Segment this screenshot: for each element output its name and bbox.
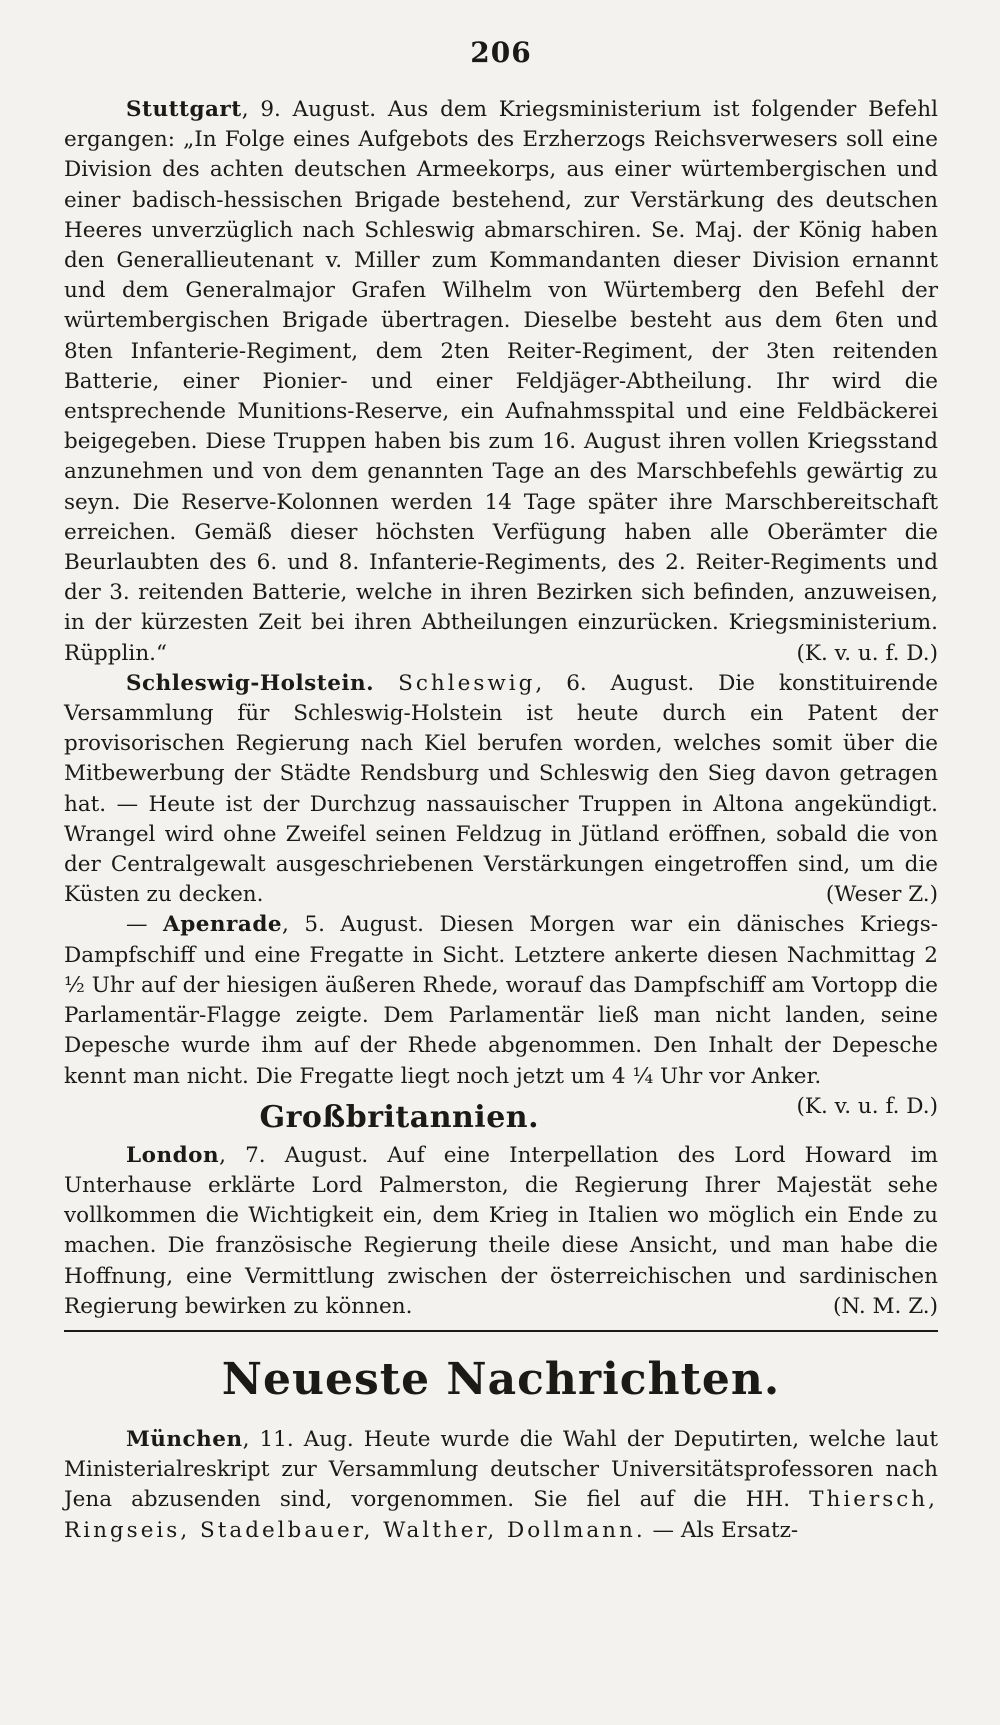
source-stuttgart: (K. v. u. f. D.) xyxy=(796,640,938,666)
article-london xyxy=(64,1141,938,1322)
place-london: London xyxy=(126,1142,220,1168)
names-muenchen: Thiersch, Ringseis, Stadelbauer, Walther, Dollmann. xyxy=(64,1487,938,1543)
place-apenrade: Apenrade xyxy=(163,912,283,938)
place-muenchen: München xyxy=(126,1426,243,1452)
place-stuttgart: Stuttgart xyxy=(126,97,242,122)
text-apenrade: , 5. August. Diesen Morgen war ein dänisches Kriegs-Dampfschiff und eine Fregatte in Sicht. Letztere ankerte diesen Nachmittag 2 ½ Uhr auf der hiesigen äußeren Rhede, worauf das Dampfschiff am Vortopp die Parlamentär-Flagge zeigte. Dem Parlamentär ließ man nicht landen, seine Depesche wurde ihm auf der Rhede abgenommen. Den Inhalt der Depesche kennt man nicht. Die Fregatte liegt noch jetzt um 4 ¼ Uhr vor Anker. xyxy=(64,912,938,1089)
dash-apenrade: — xyxy=(126,912,164,938)
source-apenrade: (K. v. u. f. D.) xyxy=(796,1093,938,1119)
paragraph-muenchen xyxy=(64,1425,938,1546)
text-schleswig: , 6. August. Die konstituirende Versammlung für Schleswig-Holstein ist heute durch ein Patent der provisorischen Regierung nach Kiel berufen worden, welches somit über die Mitbewerbung der Städte Rendsburg und Schleswig den Sieg davon getragen hat. — Heute ist der Durchzug nassauischer Truppen in Altona angekündigt. Wrangel wird ohne Zweifel seinen Feldzug in Jütland eröffnen, sobald die von der Centralgewalt ausgeschriebenen Verstärkungen eingetroffen sind, um die Küsten zu decken. xyxy=(64,670,938,908)
tail-muenchen: — Als Ersatz- xyxy=(645,1517,799,1543)
city-schleswig: Schleswig xyxy=(398,670,536,696)
section-divider xyxy=(64,1330,938,1332)
place-schleswig-holstein: Schleswig-Holstein. xyxy=(126,670,375,696)
text-stuttgart: , 9. August. Aus dem Kriegsministerium ist folgender Befehl ergangen: „In Folge eines Aufgebots des Erzherzogs Reichsverwesers soll eine Division des achten deutschen Armeekorps, aus einer würtembergischen und einer badisch-hessischen Brigade bestehend, zur Verstärkung des deutschen Heeres unverzüglich nach Schleswig abmarschiren. Se. Maj. der König haben den Generallieutenant v. Miller zum Kommandanten dieser Division ernannt und dem Generalmajor Grafen Wilhelm von Würtemberg den Befehl der würtembergischen Brigade übertragen. Dieselbe besteht aus dem 6ten und 8ten Infanterie-Regiment, dem 2ten Reiter-Regiment, der 3ten reitenden Batterie, einer Pionier- und einer Feldjäger-Abtheilung. Ihr wird die entsprechende Munitions-Reserve, ein Aufnahmsspital und eine Feldbäckerei beigegeben. Diese Truppen haben bis zum 16. August ihren vollen Kriegsstand anzunehmen und von dem genannten Tage an des Marschbefehls gewärtig zu seyn. Die Reserve-Kolonnen werden 14 Tage später ihre Marschbereitschaft erreichen. Gemäß dieser höchsten Verfügung haben alle Oberämter die Beurlaubten des 6. und 8. Infanterie-Regiments, des 2. Reiter-Regiments und der 3. reitenden Batterie, welche in ihren Bezirken sich befinden, anzuweisen, in der kürzesten Zeit bei ihren Abtheilungen einzurücken. Kriegsministerium. Rüpplin.“ xyxy=(64,97,938,666)
source-schleswig: (Weser Z.) xyxy=(825,882,938,908)
text-london: , 7. August. Auf eine Interpellation des Lord Howard im Unterhause erklärte Lord Palmerston, die Regierung Ihrer Majestät sehe vollkommen die Wichtigkeit ein, dem Krieg in Italien wo möglich ein Ende zu machen. Die französische Regierung theile diese Ansicht, und man habe die Hoffnung, eine Vermittlung zwischen der österreichischen und sardinischen Regierung bewirken zu können. xyxy=(64,1142,938,1319)
paragraph-schleswig xyxy=(64,669,938,911)
section-heading-grossbritannien: Großbritannien. xyxy=(259,1099,540,1135)
paragraph-stuttgart xyxy=(64,95,938,669)
article-schleswig xyxy=(64,669,938,911)
paragraph-london xyxy=(64,1141,938,1322)
text-muenchen: , 11. Aug. Heute wurde die Wahl der Deputirten, welche laut Ministerialreskript zur Versammlung deutscher Universitätsprofessoren nach Jena abzusenden sind, vorgenommen. Sie fiel auf die HH. xyxy=(64,1426,938,1513)
article-stuttgart xyxy=(64,95,938,669)
source-london: (N. M. Z.) xyxy=(833,1293,938,1319)
section-heading-neueste-nachrichten: Neueste Nachrichten. xyxy=(221,1353,781,1405)
page-number: 206 xyxy=(470,36,532,69)
article-muenchen xyxy=(64,1425,938,1546)
